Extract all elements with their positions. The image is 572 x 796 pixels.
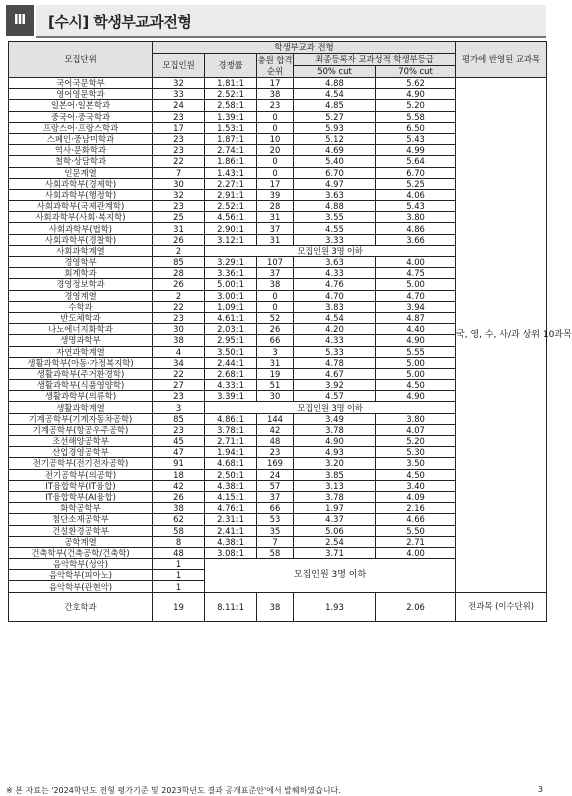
- unit-cell: 공학계열: [9, 536, 153, 547]
- cut70-cell: 4.86: [376, 223, 456, 234]
- ratio-cell: 2.31:1: [205, 514, 257, 525]
- cut50-cell: 5.93: [294, 122, 376, 133]
- unit-cell: 첨단소재공학부: [9, 514, 153, 525]
- cut70-cell: 3.66: [376, 234, 456, 245]
- waitlist-cell: 0: [257, 122, 294, 133]
- cut50-cell: 4.93: [294, 447, 376, 458]
- cut50-cell: 5.06: [294, 525, 376, 536]
- ratio-cell: 4.56:1: [205, 212, 257, 223]
- cut50-cell: 4.37: [294, 514, 376, 525]
- cut50-cell: 4.57: [294, 391, 376, 402]
- waitlist-cell: 31: [257, 357, 294, 368]
- cut70-cell: 4.40: [376, 324, 456, 335]
- unit-cell: 생활과학부(아동·가정복지학): [9, 357, 153, 368]
- quota-cell: 1: [153, 581, 205, 592]
- quota-cell: 23: [153, 424, 205, 435]
- waitlist-cell: 0: [257, 167, 294, 178]
- waitlist-cell: 38: [257, 89, 294, 100]
- waitlist-cell: 7: [257, 536, 294, 547]
- cut70-cell: 4.90: [376, 89, 456, 100]
- unit-cell: 전기공학부(전기전자공학): [9, 458, 153, 469]
- cut70-cell: 3.80: [376, 212, 456, 223]
- ratio-cell: 4.61:1: [205, 312, 257, 323]
- quota-cell: 26: [153, 279, 205, 290]
- quota-cell: 18: [153, 469, 205, 480]
- quota-cell: 7: [153, 167, 205, 178]
- cut70-cell: 4.00: [376, 547, 456, 558]
- waitlist-cell: 23: [257, 100, 294, 111]
- cut50-cell: 1.97: [294, 503, 376, 514]
- header-cut50: 50% cut: [294, 66, 376, 78]
- cut50-cell: 3.63: [294, 257, 376, 268]
- unit-cell: 사회과학부(법학): [9, 223, 153, 234]
- waitlist-cell: 51: [257, 380, 294, 391]
- ratio-cell: 4.76:1: [205, 503, 257, 514]
- cut50-cell: 3.20: [294, 458, 376, 469]
- ratio-cell: 2.95:1: [205, 335, 257, 346]
- header-quota: 모집인원: [153, 54, 205, 78]
- unit-cell: 반도체학과: [9, 312, 153, 323]
- ratio-cell: 3.29:1: [205, 257, 257, 268]
- ratio-cell: 2.91:1: [205, 189, 257, 200]
- cut70-cell: 2.71: [376, 536, 456, 547]
- unit-cell: 산업경영공학부: [9, 447, 153, 458]
- unit-cell: 기계공학부(기계자동차공학): [9, 413, 153, 424]
- cut50-cell: 4.70: [294, 290, 376, 301]
- quota-cell: 8: [153, 536, 205, 547]
- quota-cell: 1: [153, 559, 205, 570]
- quota-cell: 38: [153, 503, 205, 514]
- header-reflected: 평가에 반영된 교과목: [456, 42, 547, 78]
- cut50-cell: 4.88: [294, 78, 376, 89]
- ratio-cell: 3.08:1: [205, 547, 257, 558]
- cut50-cell: 3.83: [294, 301, 376, 312]
- cut50-cell: 4.69: [294, 145, 376, 156]
- reflected-subjects-cell: 국, 영, 수, 사/과 상위 10과목: [456, 78, 547, 593]
- quota-cell: 22: [153, 368, 205, 379]
- cut70-cell: 5.55: [376, 346, 456, 357]
- unit-cell: 생활과학부(주거환경학): [9, 368, 153, 379]
- unit-cell: 역사·문화학과: [9, 145, 153, 156]
- cut50-cell: 4.88: [294, 201, 376, 212]
- quota-cell: 1: [153, 570, 205, 581]
- quota-cell: 85: [153, 257, 205, 268]
- cut70-cell: 5.43: [376, 201, 456, 212]
- cut70-cell: 4.07: [376, 424, 456, 435]
- waitlist-cell: 0: [257, 301, 294, 312]
- cut50-cell: 3.13: [294, 480, 376, 491]
- waitlist-cell: 52: [257, 312, 294, 323]
- cut70-cell: 3.40: [376, 480, 456, 491]
- waitlist-cell: 3: [257, 346, 294, 357]
- cut70-cell: 5.50: [376, 525, 456, 536]
- waitlist-cell: 42: [257, 424, 294, 435]
- unit-cell: 사회과학계열: [9, 245, 153, 256]
- header-ratio: 경쟁률: [205, 54, 257, 78]
- waitlist-cell: 19: [257, 368, 294, 379]
- unit-cell: 생명과학부: [9, 335, 153, 346]
- quota-cell: 27: [153, 380, 205, 391]
- waitlist-cell: 26: [257, 324, 294, 335]
- unit-cell: 전기공학부(의공학): [9, 469, 153, 480]
- cut70-cell: 6.70: [376, 167, 456, 178]
- cut50-cell: 3.63: [294, 189, 376, 200]
- header-cut70: 70% cut: [376, 66, 456, 78]
- waitlist-cell: 37: [257, 223, 294, 234]
- unit-cell: 사회과학부(경제학): [9, 178, 153, 189]
- waitlist-cell: 17: [257, 178, 294, 189]
- unit-cell: 경영정보학과: [9, 279, 153, 290]
- note-cell: 모집인원 3명 이하: [205, 559, 456, 593]
- cut70-cell: 4.90: [376, 391, 456, 402]
- quota-cell: 47: [153, 447, 205, 458]
- unit-cell: 자연과학계열: [9, 346, 153, 357]
- waitlist-cell: 35: [257, 525, 294, 536]
- ratio-cell: 3.00:1: [205, 290, 257, 301]
- cut50-cell: 3.49: [294, 413, 376, 424]
- unit-cell: 사회과학부(경찰학): [9, 234, 153, 245]
- cut50-cell: 3.71: [294, 547, 376, 558]
- waitlist-cell: 39: [257, 189, 294, 200]
- admission-results-table: [8, 41, 572, 622]
- unit-cell: 철학·상담학과: [9, 156, 153, 167]
- unit-cell: 사회과학부(행정학): [9, 189, 153, 200]
- waitlist-cell: 24: [257, 469, 294, 480]
- ratio-cell: 4.68:1: [205, 458, 257, 469]
- waitlist-cell: 38: [257, 279, 294, 290]
- cut50-cell: 4.97: [294, 178, 376, 189]
- ratio-cell: 2.68:1: [205, 368, 257, 379]
- cut50-cell: 3.92: [294, 380, 376, 391]
- waitlist-cell: 23: [257, 447, 294, 458]
- ratio-cell: 2.44:1: [205, 357, 257, 368]
- ratio-cell: 2.90:1: [205, 223, 257, 234]
- quota-cell: 42: [153, 480, 205, 491]
- quota-cell: 32: [153, 78, 205, 89]
- quota-cell: 22: [153, 301, 205, 312]
- unit-cell: 조선해양공학부: [9, 436, 153, 447]
- waitlist-cell: 48: [257, 436, 294, 447]
- cut50-cell: 4.54: [294, 89, 376, 100]
- unit-cell: 생활과학계열: [9, 402, 153, 413]
- cut50-cell: 2.54: [294, 536, 376, 547]
- ratio-cell: 2.27:1: [205, 178, 257, 189]
- waitlist-cell: 31: [257, 212, 294, 223]
- waitlist-cell: 53: [257, 514, 294, 525]
- reflected-subjects-cell: 전과목 (이수단위): [456, 592, 547, 621]
- cut70-cell: 5.00: [376, 357, 456, 368]
- ratio-cell: 1.81:1: [205, 78, 257, 89]
- unit-cell: 건축학부(건축공학/건축학): [9, 547, 153, 558]
- quota-cell: 30: [153, 324, 205, 335]
- ratio-cell: 2.52:1: [205, 89, 257, 100]
- cut50-cell: 4.33: [294, 268, 376, 279]
- unit-cell: 프랑스어·프랑스학과: [9, 122, 153, 133]
- cut50-cell: 5.12: [294, 133, 376, 144]
- cut50-cell: 4.54: [294, 312, 376, 323]
- waitlist-cell: 0: [257, 290, 294, 301]
- quota-cell: 23: [153, 133, 205, 144]
- cut70-cell: 4.70: [376, 290, 456, 301]
- quota-cell: 23: [153, 201, 205, 212]
- cut70-cell: 2.06: [376, 592, 456, 621]
- cut50-cell: 4.33: [294, 335, 376, 346]
- cut70-cell: 5.00: [376, 279, 456, 290]
- quota-cell: 2: [153, 245, 205, 256]
- note-cell: 모집인원 3명 이하: [205, 402, 456, 413]
- cut50-cell: 4.78: [294, 357, 376, 368]
- ratio-cell: 5.00:1: [205, 279, 257, 290]
- table-row: [9, 592, 547, 621]
- section-title-bar: [36, 5, 546, 38]
- unit-cell: 음악학부(피아노): [9, 570, 153, 581]
- cut50-cell: 5.27: [294, 111, 376, 122]
- ratio-cell: 3.36:1: [205, 268, 257, 279]
- unit-cell: 경영계열: [9, 290, 153, 301]
- ratio-cell: 2.71:1: [205, 436, 257, 447]
- unit-cell: 기계공학부(항공우주공학): [9, 424, 153, 435]
- waitlist-cell: 37: [257, 268, 294, 279]
- ratio-cell: 4.38:1: [205, 480, 257, 491]
- ratio-cell: 3.50:1: [205, 346, 257, 357]
- quota-cell: 23: [153, 391, 205, 402]
- unit-cell: 경영학부: [9, 257, 153, 268]
- quota-cell: 32: [153, 189, 205, 200]
- quota-cell: 22: [153, 156, 205, 167]
- quota-cell: 45: [153, 436, 205, 447]
- cut50-cell: 4.90: [294, 436, 376, 447]
- quota-cell: 28: [153, 268, 205, 279]
- quota-cell: 23: [153, 312, 205, 323]
- unit-cell: 회계학과: [9, 268, 153, 279]
- footnote: ※ 본 자료는 '2024학년도 전형 평가기준 및 2023학년도 결과 공개표준안'에서 발췌하였습니다.: [6, 786, 341, 795]
- waitlist-cell: 144: [257, 413, 294, 424]
- quota-cell: 23: [153, 145, 205, 156]
- cut50-cell: 3.55: [294, 212, 376, 223]
- unit-cell: 음악학부(성악): [9, 559, 153, 570]
- quota-cell: 26: [153, 491, 205, 502]
- section-header: [6, 5, 546, 36]
- unit-cell: 수학과: [9, 301, 153, 312]
- ratio-cell: 2.03:1: [205, 324, 257, 335]
- note-cell: 모집인원 3명 이하: [205, 245, 456, 256]
- cut70-cell: 6.50: [376, 122, 456, 133]
- section-number: Ⅲ: [6, 5, 34, 36]
- quota-cell: 34: [153, 357, 205, 368]
- cut50-cell: 4.67: [294, 368, 376, 379]
- unit-cell: 일본어·일본학과: [9, 100, 153, 111]
- header-final-grade: 최종등록자 교과성적 학생부등급: [294, 54, 456, 66]
- cut70-cell: 5.64: [376, 156, 456, 167]
- cut50-cell: 3.78: [294, 491, 376, 502]
- quota-cell: 62: [153, 514, 205, 525]
- header-waitlist: 충원 합격 순위: [257, 54, 293, 76]
- quota-cell: 24: [153, 100, 205, 111]
- unit-cell: 간호학과: [9, 592, 153, 621]
- waitlist-cell: 38: [257, 592, 294, 621]
- cut50-cell: 4.85: [294, 100, 376, 111]
- unit-cell: IT융합학부(AI융합): [9, 491, 153, 502]
- ratio-cell: 3.39:1: [205, 391, 257, 402]
- cut70-cell: 4.06: [376, 189, 456, 200]
- ratio-cell: 4.86:1: [205, 413, 257, 424]
- waitlist-cell: 66: [257, 503, 294, 514]
- table-row: [9, 78, 547, 89]
- cut70-cell: 4.99: [376, 145, 456, 156]
- waitlist-cell: 28: [257, 201, 294, 212]
- cut50-cell: 3.78: [294, 424, 376, 435]
- ratio-cell: 1.09:1: [205, 301, 257, 312]
- ratio-cell: 2.50:1: [205, 469, 257, 480]
- ratio-cell: 2.58:1: [205, 100, 257, 111]
- unit-cell: 사회과학부(사회·복지학): [9, 212, 153, 223]
- page-title: [수시] 학생부교과전형: [48, 13, 192, 31]
- waitlist-cell: 107: [257, 257, 294, 268]
- cut50-cell: 4.20: [294, 324, 376, 335]
- ratio-cell: 2.74:1: [205, 145, 257, 156]
- unit-cell: 건설환경공학부: [9, 525, 153, 536]
- waitlist-cell: 57: [257, 480, 294, 491]
- table-body: [9, 78, 572, 622]
- waitlist-cell: 66: [257, 335, 294, 346]
- ratio-cell: 4.33:1: [205, 380, 257, 391]
- unit-cell: 인문계열: [9, 167, 153, 178]
- unit-cell: IT융합학부(IT융합): [9, 480, 153, 491]
- cut70-cell: 4.90: [376, 335, 456, 346]
- quota-cell: 19: [153, 592, 205, 621]
- quota-cell: 3: [153, 402, 205, 413]
- ratio-cell: 1.87:1: [205, 133, 257, 144]
- cut70-cell: 4.00: [376, 257, 456, 268]
- cut70-cell: 5.30: [376, 447, 456, 458]
- cut70-cell: 5.43: [376, 133, 456, 144]
- cut70-cell: 5.62: [376, 78, 456, 89]
- unit-cell: 중국어·중국학과: [9, 111, 153, 122]
- cut70-cell: 4.66: [376, 514, 456, 525]
- cut70-cell: 4.50: [376, 380, 456, 391]
- cut70-cell: 5.20: [376, 100, 456, 111]
- quota-cell: 31: [153, 223, 205, 234]
- ratio-cell: 4.15:1: [205, 491, 257, 502]
- ratio-cell: 3.12:1: [205, 234, 257, 245]
- unit-cell: 화학공학부: [9, 503, 153, 514]
- cut70-cell: 4.87: [376, 312, 456, 323]
- cut50-cell: 5.33: [294, 346, 376, 357]
- ratio-cell: 1.86:1: [205, 156, 257, 167]
- cut50-cell: 3.33: [294, 234, 376, 245]
- cut70-cell: 4.75: [376, 268, 456, 279]
- quota-cell: 25: [153, 212, 205, 223]
- quota-cell: 26: [153, 234, 205, 245]
- ratio-cell: 8.11:1: [205, 592, 257, 621]
- cut70-cell: 5.00: [376, 368, 456, 379]
- quota-cell: 2: [153, 290, 205, 301]
- unit-cell: 영어영문학과: [9, 89, 153, 100]
- waitlist-cell: 17: [257, 78, 294, 89]
- cut50-cell: 4.76: [294, 279, 376, 290]
- unit-cell: 스페인·중남미학과: [9, 133, 153, 144]
- unit-cell: 음악학부(관현악): [9, 581, 153, 592]
- waitlist-cell: 58: [257, 547, 294, 558]
- ratio-cell: 1.94:1: [205, 447, 257, 458]
- unit-cell: 생활과학부(의류학): [9, 391, 153, 402]
- quota-cell: 30: [153, 178, 205, 189]
- waitlist-cell: 169: [257, 458, 294, 469]
- ratio-cell: 1.39:1: [205, 111, 257, 122]
- quota-cell: 38: [153, 335, 205, 346]
- quota-cell: 33: [153, 89, 205, 100]
- header-group: 학생부교과 전형: [153, 42, 456, 54]
- cut70-cell: 2.16: [376, 503, 456, 514]
- ratio-cell: 2.41:1: [205, 525, 257, 536]
- cut70-cell: 4.09: [376, 491, 456, 502]
- cut70-cell: 3.80: [376, 413, 456, 424]
- cut50-cell: 3.85: [294, 469, 376, 480]
- cut70-cell: 5.25: [376, 178, 456, 189]
- quota-cell: 85: [153, 413, 205, 424]
- unit-cell: 국어국문학부: [9, 78, 153, 89]
- ratio-cell: 1.43:1: [205, 167, 257, 178]
- page-number: 3: [537, 785, 543, 794]
- cut50-cell: 5.40: [294, 156, 376, 167]
- ratio-cell: 3.78:1: [205, 424, 257, 435]
- waitlist-cell: 30: [257, 391, 294, 402]
- unit-cell: 사회과학부(국제관계학): [9, 201, 153, 212]
- waitlist-cell: 10: [257, 133, 294, 144]
- cut70-cell: 5.20: [376, 436, 456, 447]
- cut70-cell: 4.50: [376, 469, 456, 480]
- cut70-cell: 3.50: [376, 458, 456, 469]
- quota-cell: 48: [153, 547, 205, 558]
- cut50-cell: 4.55: [294, 223, 376, 234]
- quota-cell: 91: [153, 458, 205, 469]
- quota-cell: 4: [153, 346, 205, 357]
- quota-cell: 23: [153, 111, 205, 122]
- waitlist-cell: 37: [257, 491, 294, 502]
- cut70-cell: 3.94: [376, 301, 456, 312]
- cut50-cell: 1.93: [294, 592, 376, 621]
- ratio-cell: 2.52:1: [205, 201, 257, 212]
- ratio-cell: 4.38:1: [205, 536, 257, 547]
- cut50-cell: 6.70: [294, 167, 376, 178]
- cut70-cell: 5.58: [376, 111, 456, 122]
- waitlist-cell: 20: [257, 145, 294, 156]
- quota-cell: 17: [153, 122, 205, 133]
- unit-cell: 나노에너지화학과: [9, 324, 153, 335]
- header-unit: 모집단위: [9, 42, 153, 78]
- unit-cell: 생활과학부(식품영양학): [9, 380, 153, 391]
- waitlist-cell: 0: [257, 111, 294, 122]
- waitlist-cell: 0: [257, 156, 294, 167]
- ratio-cell: 1.53:1: [205, 122, 257, 133]
- quota-cell: 58: [153, 525, 205, 536]
- waitlist-cell: 31: [257, 234, 294, 245]
